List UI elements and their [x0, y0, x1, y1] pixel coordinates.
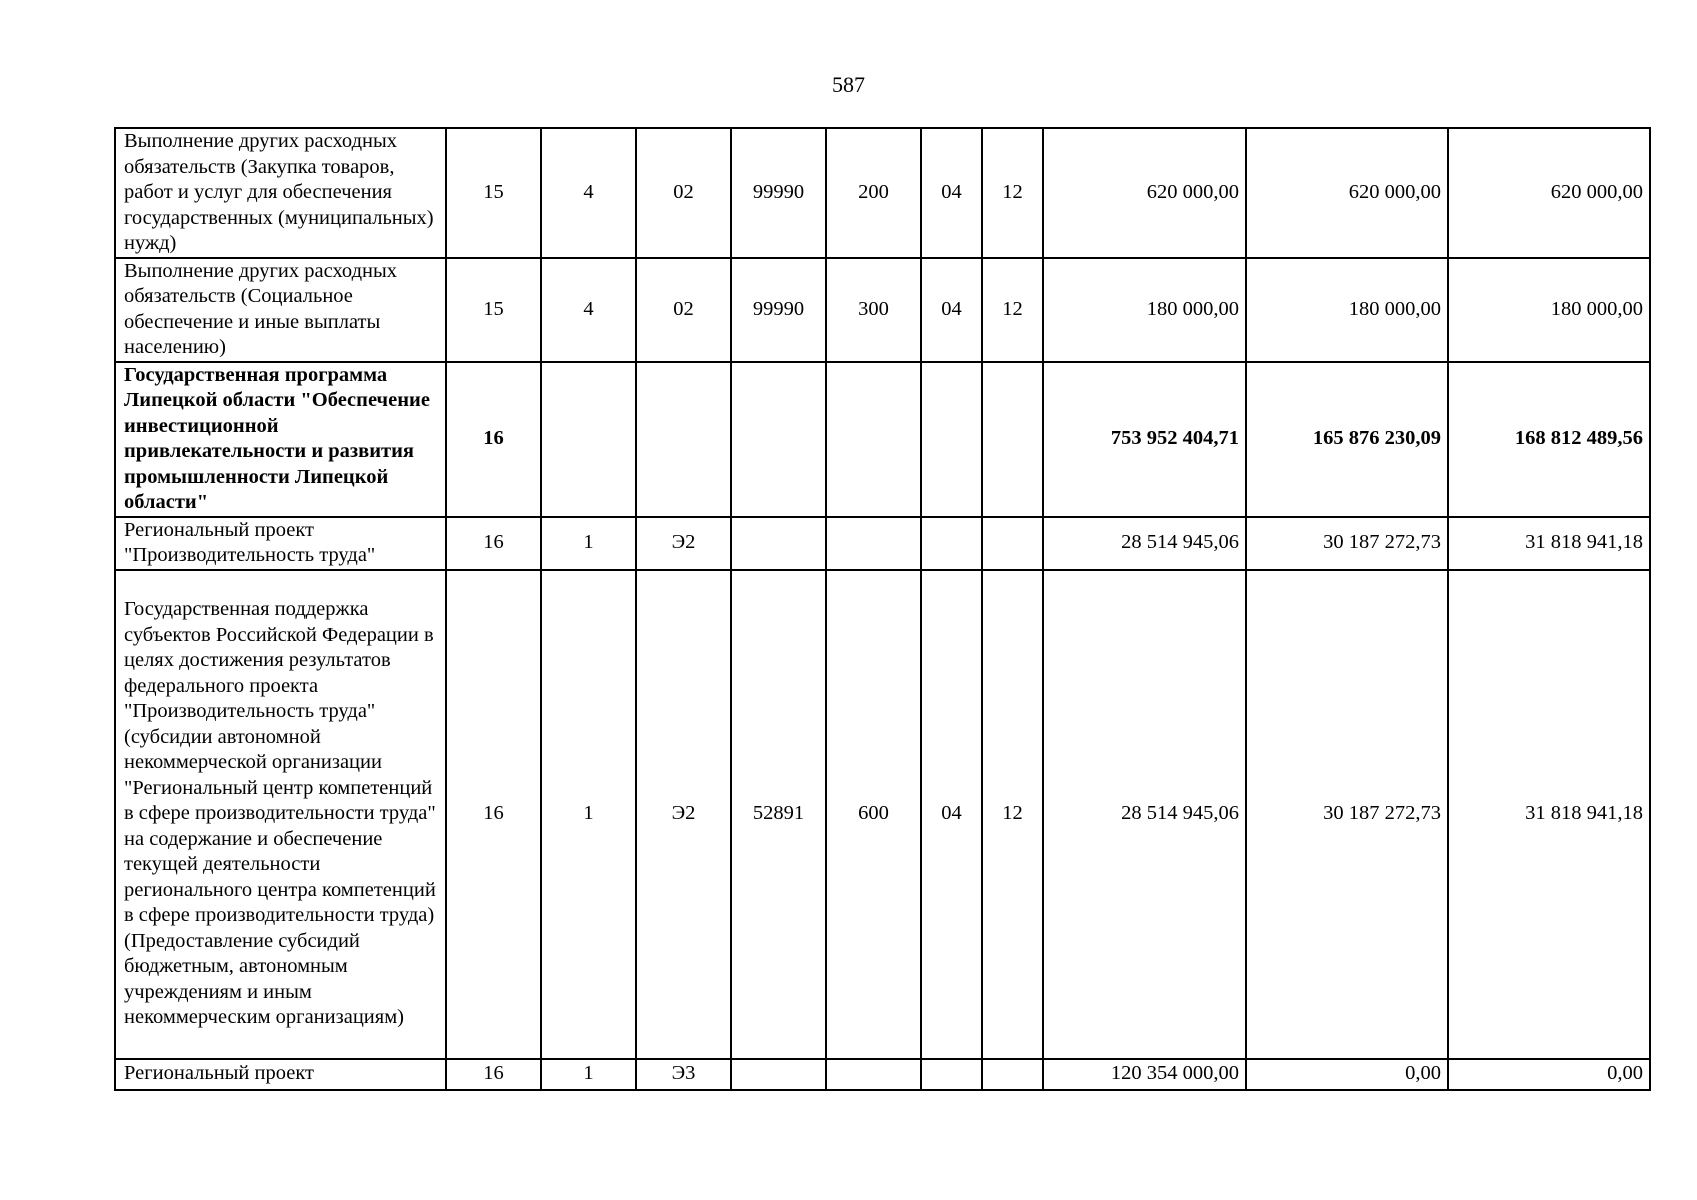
- program-code: 15: [446, 258, 541, 362]
- amount-year-1: 120 354 000,00: [1043, 1059, 1246, 1090]
- row-name: Региональный проект "Производительность труда": [115, 517, 446, 570]
- program-code: 16: [446, 517, 541, 570]
- amount-year-3: 620 000,00: [1448, 128, 1650, 258]
- row-name: Выполнение других расходных обязательств (Социальное обеспечение и иные выплаты населению): [115, 258, 446, 362]
- direction-code: 99990: [731, 258, 826, 362]
- section-code: [921, 1059, 982, 1090]
- amount-year-2: 180 000,00: [1246, 258, 1448, 362]
- amount-year-2: 620 000,00: [1246, 128, 1448, 258]
- amount-year-1: 180 000,00: [1043, 258, 1246, 362]
- row-name: Региональный проект: [115, 1059, 446, 1090]
- subprogram-code: 1: [541, 570, 636, 1059]
- amount-year-3: 31 818 941,18: [1448, 517, 1650, 570]
- amount-year-2: 0,00: [1246, 1059, 1448, 1090]
- subsection-code: 12: [982, 128, 1043, 258]
- subprogram-code: [541, 362, 636, 517]
- direction-code: [731, 362, 826, 517]
- subprogram-code: 1: [541, 1059, 636, 1090]
- amount-year-3: 0,00: [1448, 1059, 1650, 1090]
- table-row: [115, 362, 1650, 517]
- section-code: [921, 517, 982, 570]
- amount-year-3: 31 818 941,18: [1448, 570, 1650, 1059]
- subprogram-code: 4: [541, 128, 636, 258]
- expense-type-code: 600: [826, 570, 921, 1059]
- subsection-code: 12: [982, 258, 1043, 362]
- section-code: 04: [921, 570, 982, 1059]
- row-name: Государственная поддержка субъектов Российской Федерации в целях достижения результатов федерального проекта "Производительность труда" (субсидии автономной некоммерческой организации "Региональный центр компетенций в сфере производительности труда" на содержание и обеспечение текущей деятельности регионального центра компетенций в сфере производительности труда) (Предоставление субсидий бюджетным, автономным учреждениям и иным некоммерческим организациям): [115, 570, 446, 1059]
- amount-year-1: 620 000,00: [1043, 128, 1246, 258]
- table-row: [115, 128, 1650, 258]
- table-row: [115, 258, 1650, 362]
- event-code: 02: [636, 128, 731, 258]
- program-code: 15: [446, 128, 541, 258]
- row-name: Государственная программа Липецкой области "Обеспечение инвестиционной привлекательности и развития промышленности Липецкой области": [115, 362, 446, 517]
- event-code: Э2: [636, 517, 731, 570]
- subsection-code: [982, 362, 1043, 517]
- event-code: Э2: [636, 570, 731, 1059]
- section-code: [921, 362, 982, 517]
- amount-year-2: 165 876 230,09: [1246, 362, 1448, 517]
- section-code: 04: [921, 128, 982, 258]
- expense-type-code: [826, 1059, 921, 1090]
- expense-type-code: 300: [826, 258, 921, 362]
- expense-type-code: [826, 362, 921, 517]
- direction-code: 52891: [731, 570, 826, 1059]
- budget-table: [114, 127, 1651, 1091]
- amount-year-2: 30 187 272,73: [1246, 570, 1448, 1059]
- expense-type-code: [826, 517, 921, 570]
- subprogram-code: 4: [541, 258, 636, 362]
- table-row: [115, 517, 1650, 570]
- row-name: Выполнение других расходных обязательств (Закупка товаров, работ и услуг для обеспечения государственных (муниципальных) нужд): [115, 128, 446, 258]
- event-code: Э3: [636, 1059, 731, 1090]
- amount-year-3: 168 812 489,56: [1448, 362, 1650, 517]
- subprogram-code: 1: [541, 517, 636, 570]
- direction-code: [731, 517, 826, 570]
- event-code: [636, 362, 731, 517]
- amount-year-1: 28 514 945,06: [1043, 517, 1246, 570]
- direction-code: 99990: [731, 128, 826, 258]
- amount-year-3: 180 000,00: [1448, 258, 1650, 362]
- section-code: 04: [921, 258, 982, 362]
- amount-year-1: 28 514 945,06: [1043, 570, 1246, 1059]
- direction-code: [731, 1059, 826, 1090]
- subsection-code: [982, 1059, 1043, 1090]
- table-row: [115, 570, 1650, 1059]
- subsection-code: 12: [982, 570, 1043, 1059]
- expense-type-code: 200: [826, 128, 921, 258]
- page-number: 587: [832, 72, 865, 97]
- program-code: 16: [446, 362, 541, 517]
- program-code: 16: [446, 570, 541, 1059]
- table-row: [115, 1059, 1650, 1090]
- subsection-code: [982, 517, 1043, 570]
- program-code: 16: [446, 1059, 541, 1090]
- amount-year-1: 753 952 404,71: [1043, 362, 1246, 517]
- event-code: 02: [636, 258, 731, 362]
- amount-year-2: 30 187 272,73: [1246, 517, 1448, 570]
